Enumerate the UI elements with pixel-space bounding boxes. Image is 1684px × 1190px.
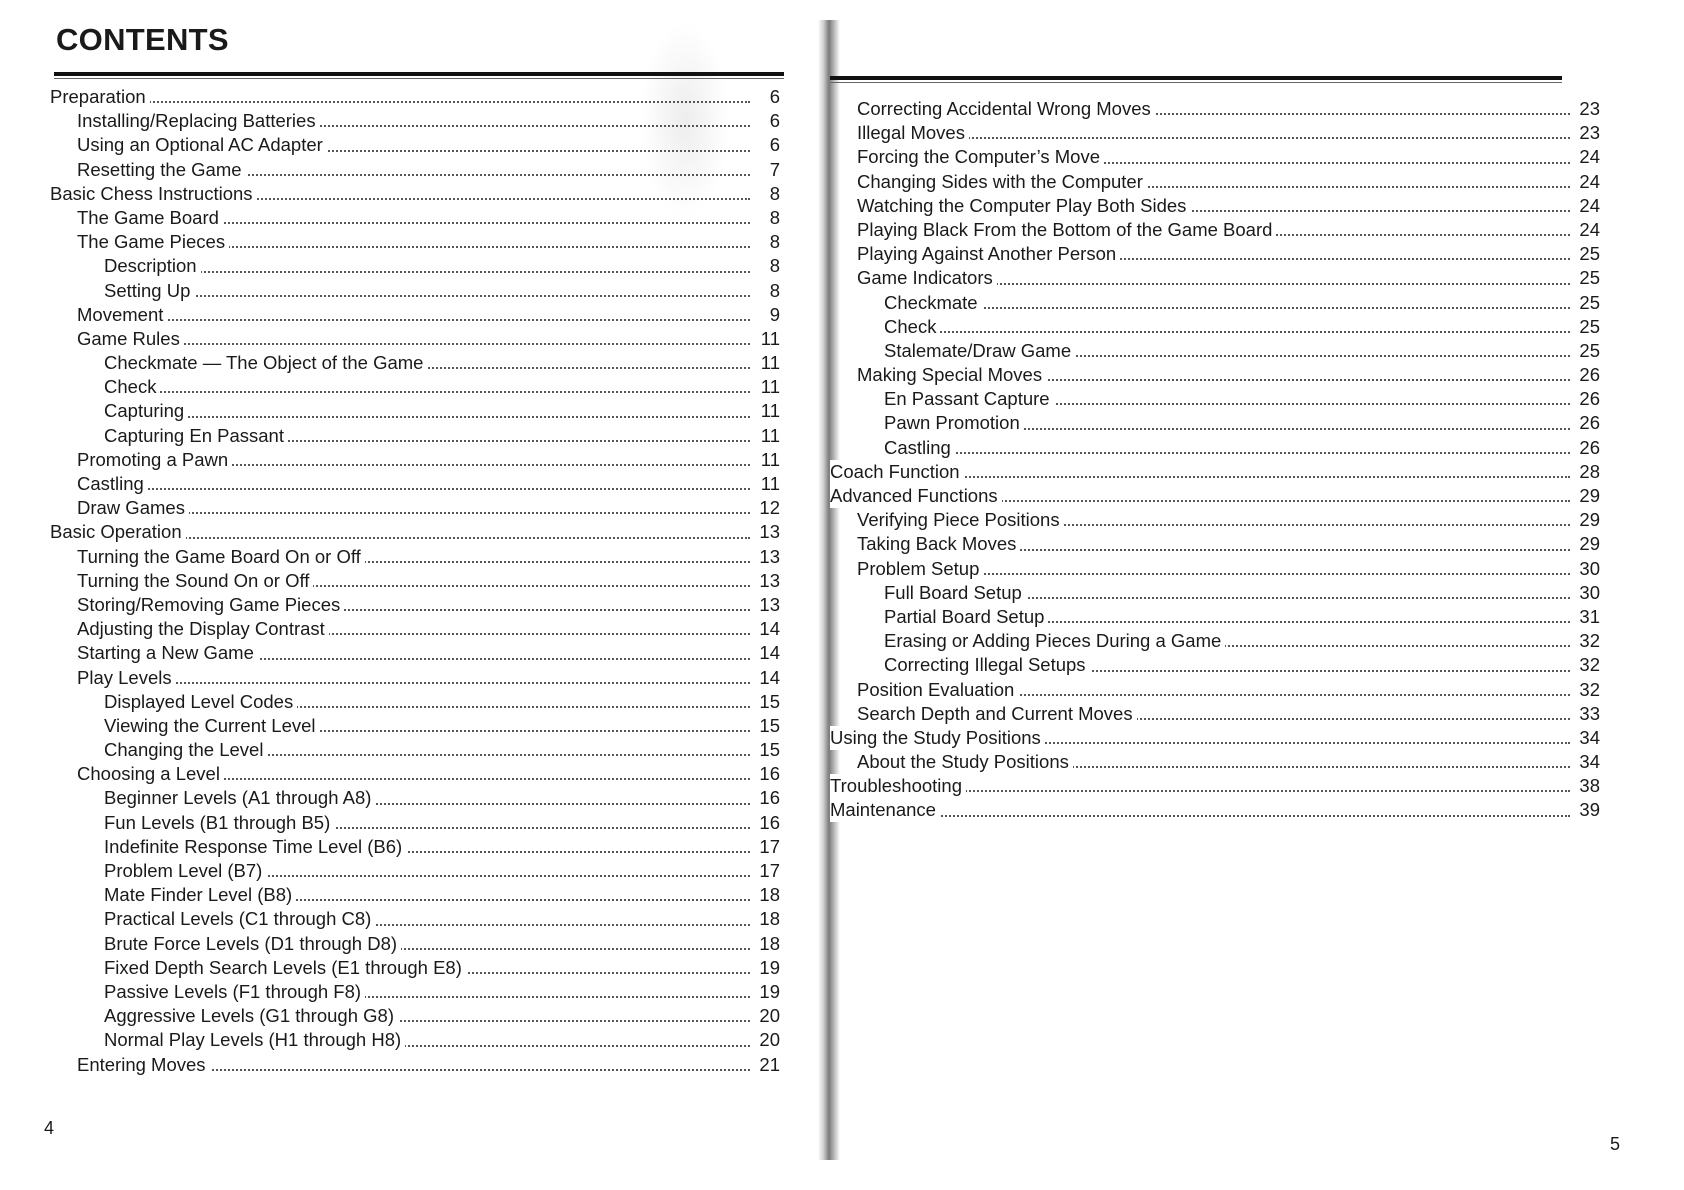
toc-entry	[830, 508, 1600, 532]
toc-entry	[830, 581, 1600, 605]
toc-entry	[0, 1028, 780, 1052]
toc-entry-page: 13	[759, 593, 780, 615]
dot-leader	[77, 317, 750, 321]
toc-entry-title: Problem Level (B7)	[104, 859, 266, 883]
toc-entry	[830, 678, 1600, 702]
toc-entry-title: Aggressive Levels (G1 through G8)	[104, 1004, 398, 1028]
toc-entry	[0, 230, 780, 254]
dot-leader	[884, 329, 1570, 333]
toc-entry-page: 8	[769, 255, 780, 277]
toc-entry	[0, 569, 780, 593]
dot-leader	[77, 680, 750, 684]
toc-entry-title: En Passant Capture	[884, 387, 1054, 411]
toc-entry-title: Check	[884, 315, 940, 339]
toc-entry-title: Full Board Setup	[884, 581, 1026, 605]
toc-entry-page: 19	[759, 980, 780, 1002]
toc-entry-page: 28	[1579, 460, 1600, 482]
toc-list-left	[0, 85, 780, 1077]
toc-entry	[0, 520, 780, 544]
toc-entry-title: Viewing the Current Level	[104, 714, 320, 738]
toc-entry-page: 9	[769, 303, 780, 325]
toc-entry-page: 13	[759, 569, 780, 591]
toc-entry-title: Using an Optional AC Adapter	[77, 133, 327, 157]
toc-entry	[0, 472, 780, 496]
toc-entry-page: 32	[1579, 654, 1600, 676]
toc-entry-page: 31	[1579, 605, 1600, 627]
toc-entry	[0, 762, 780, 786]
toc-entry	[830, 242, 1600, 266]
dot-leader	[104, 293, 750, 297]
toc-entry	[0, 182, 780, 206]
toc-entry-page: 39	[1579, 799, 1600, 821]
toc-entry-page: 6	[769, 134, 780, 156]
toc-entry-title: Starting a New Game	[77, 641, 258, 665]
toc-entry-title: Choosing a Level	[77, 762, 224, 786]
toc-entry-page: 16	[759, 763, 780, 785]
toc-entry-page: 33	[1579, 702, 1600, 724]
toc-entry	[830, 702, 1600, 726]
toc-entry-title: Correcting Illegal Setups	[884, 653, 1090, 677]
toc-entry-page: 32	[1579, 630, 1600, 652]
page-number: 4	[44, 1118, 55, 1138]
toc-entry	[0, 351, 780, 375]
toc-entry-title: Turning the Game Board On or Off	[77, 545, 365, 569]
toc-entry-page: 24	[1579, 170, 1600, 192]
toc-entry-title: Adjusting the Display Contrast	[77, 617, 329, 641]
toc-entry	[0, 133, 780, 157]
toc-entry-title: Problem Setup	[857, 557, 983, 581]
toc-entry-page: 16	[759, 787, 780, 809]
toc-entry-title: Practical Levels (C1 through C8)	[104, 907, 375, 931]
left-page	[0, 0, 820, 1190]
toc-entry	[0, 545, 780, 569]
toc-entry	[0, 738, 780, 762]
toc-entry-page: 34	[1579, 726, 1600, 748]
toc-entry-title: The Game Board	[77, 206, 223, 230]
toc-entry	[830, 726, 1600, 750]
toc-entry-page: 26	[1579, 364, 1600, 386]
toc-entry	[830, 774, 1600, 798]
toc-entry-page: 24	[1579, 218, 1600, 240]
header-rule-thin	[830, 82, 1562, 83]
dot-leader	[104, 269, 750, 273]
toc-entry	[0, 206, 780, 230]
toc-entry-page: 14	[759, 666, 780, 688]
toc-entry-page: 11	[760, 448, 780, 470]
title-rule-thin	[54, 78, 784, 79]
toc-entry-title: About the Study Positions	[857, 750, 1073, 774]
toc-entry	[830, 605, 1600, 629]
toc-entry-page: 15	[759, 690, 780, 712]
dot-leader	[104, 389, 750, 393]
toc-entry	[0, 859, 780, 883]
toc-entry-page: 25	[1579, 339, 1600, 361]
toc-entry-page: 29	[1579, 485, 1600, 506]
toc-entry-page: 11	[760, 400, 780, 422]
toc-entry-title: Storing/Removing Game Pieces	[77, 593, 344, 617]
toc-entry	[0, 85, 780, 109]
toc-entry	[830, 170, 1600, 194]
toc-entry-title: Indefinite Response Time Level (B6)	[104, 835, 406, 859]
toc-entry-title: Pawn Promotion	[884, 411, 1024, 435]
toc-entry-title: Castling	[77, 472, 148, 496]
toc-entry	[0, 641, 780, 665]
toc-entry-title: Fixed Depth Search Levels (E1 through E8)	[104, 956, 466, 980]
toc-entry	[0, 1004, 780, 1028]
toc-entry-page: 26	[1579, 388, 1600, 410]
toc-entry	[830, 653, 1600, 677]
toc-entry	[830, 363, 1600, 387]
toc-entry-title: The Game Pieces	[77, 230, 229, 254]
toc-entry-page: 23	[1579, 122, 1600, 144]
toc-entry-title: Verifying Piece Positions	[857, 508, 1064, 532]
toc-entry-title: Taking Back Moves	[857, 532, 1020, 556]
toc-entry	[830, 557, 1600, 581]
toc-entry-page: 19	[759, 956, 780, 978]
toc-entry-title: Basic Operation	[50, 520, 186, 544]
toc-entry	[0, 158, 780, 182]
toc-entry-page: 29	[1579, 509, 1600, 531]
toc-entry-title: Beginner Levels (A1 through A8)	[104, 786, 375, 810]
toc-entry-title: Making Special Moves	[857, 363, 1046, 387]
toc-entry	[830, 532, 1600, 556]
toc-entry	[0, 980, 780, 1004]
toc-entry-title: Fun Levels (B1 through B5)	[104, 811, 334, 835]
toc-entry	[830, 750, 1600, 774]
toc-entry-title: Using the Study Positions	[830, 726, 1045, 750]
toc-entry	[830, 145, 1600, 169]
toc-entry-page: 18	[759, 932, 780, 954]
toc-entry	[830, 484, 1600, 508]
toc-entry	[0, 375, 780, 399]
toc-entry-title: Normal Play Levels (H1 through H8)	[104, 1028, 405, 1052]
toc-entry-page: 12	[759, 497, 780, 519]
toc-entry	[830, 291, 1600, 315]
toc-entry	[0, 883, 780, 907]
toc-entry-page: 26	[1579, 412, 1600, 434]
toc-entry-title: Watching the Computer Play Both Sides	[857, 194, 1190, 218]
toc-entry-page: 18	[759, 884, 780, 906]
toc-entry-page: 13	[759, 521, 780, 543]
toc-entry	[830, 436, 1600, 460]
toc-entry-title: Castling	[884, 436, 955, 460]
toc-entry-page: 15	[759, 714, 780, 736]
toc-entry-page: 25	[1579, 243, 1600, 265]
dot-leader	[884, 450, 1570, 454]
header-rule	[830, 76, 1562, 80]
toc-entry-title: Check	[104, 375, 160, 399]
toc-entry-page: 7	[769, 158, 780, 180]
toc-entry-title: Description	[104, 254, 201, 278]
toc-entry	[0, 690, 780, 714]
toc-entry	[0, 835, 780, 859]
toc-entry-page: 20	[759, 1005, 780, 1027]
toc-entry-page: 14	[759, 618, 780, 640]
toc-entry-title: Game Rules	[77, 327, 184, 351]
toc-entry-title: Advanced Functions	[830, 484, 1002, 508]
toc-entry-page: 11	[760, 376, 780, 398]
toc-entry	[830, 411, 1600, 435]
toc-entry-title: Play Levels	[77, 666, 176, 690]
toc-entry-page: 38	[1579, 775, 1600, 797]
toc-entry-page: 15	[759, 739, 780, 761]
right-page	[830, 0, 1684, 1190]
toc-entry-title: Movement	[77, 303, 167, 327]
toc-entry-page: 13	[759, 545, 780, 567]
toc-entry-page: 14	[759, 642, 780, 664]
toc-entry-page: 6	[769, 86, 780, 107]
toc-entry-page: 24	[1579, 146, 1600, 168]
toc-entry-title: Mate Finder Level (B8)	[104, 883, 296, 907]
toc-entry	[830, 97, 1600, 121]
toc-entry	[0, 932, 780, 956]
toc-entry-title: Coach Function	[830, 460, 964, 484]
dot-leader	[884, 305, 1570, 309]
toc-entry-page: 30	[1579, 581, 1600, 603]
toc-entry	[0, 279, 780, 303]
toc-entry	[830, 315, 1600, 339]
toc-entry-page: 11	[760, 473, 780, 494]
toc-entry-page: 8	[769, 182, 780, 204]
toc-entry-title: Illegal Moves	[857, 121, 969, 145]
toc-entry-title: Partial Board Setup	[884, 605, 1048, 629]
dot-leader	[104, 414, 750, 418]
toc-entry	[0, 593, 780, 617]
toc-entry	[0, 786, 780, 810]
toc-entry-page: 17	[759, 860, 780, 881]
toc-entry-title: Entering Moves	[77, 1053, 210, 1077]
toc-entry	[0, 327, 780, 351]
toc-entry-page: 8	[769, 206, 780, 228]
toc-entry	[0, 496, 780, 520]
toc-entry-page: 21	[759, 1053, 780, 1075]
toc-entry-title: Brute Force Levels (D1 through D8)	[104, 932, 401, 956]
toc-entry-title: Capturing	[104, 399, 188, 423]
toc-entry	[830, 218, 1600, 242]
toc-entry-title: Game Indicators	[857, 266, 997, 290]
toc-entry	[0, 617, 780, 641]
toc-entry	[830, 387, 1600, 411]
toc-entry-title: Playing Against Another Person	[857, 242, 1120, 266]
toc-entry-title: Search Depth and Current Moves	[857, 702, 1137, 726]
title-rule	[54, 72, 784, 76]
dot-leader	[77, 486, 750, 490]
toc-entry-page: 11	[760, 352, 780, 374]
toc-entry	[0, 448, 780, 472]
toc-entry-title: Passive Levels (F1 through F8)	[104, 980, 365, 1004]
toc-entry	[0, 956, 780, 980]
toc-entry	[0, 424, 780, 448]
toc-entry	[0, 254, 780, 278]
toc-entry-page: 17	[759, 835, 780, 857]
toc-entry	[0, 109, 780, 133]
toc-list-right	[830, 97, 1600, 823]
toc-entry	[830, 339, 1600, 363]
toc-entry-title: Installing/Replacing Batteries	[77, 109, 320, 133]
toc-entry-page: 32	[1579, 678, 1600, 700]
toc-entry-page: 20	[759, 1029, 780, 1051]
toc-entry	[830, 798, 1600, 822]
toc-entry-title: Checkmate — The Object of the Game	[104, 351, 427, 375]
toc-entry-title: Checkmate	[884, 291, 982, 315]
toc-entry-page: 29	[1579, 533, 1600, 555]
toc-entry-title: Setting Up	[104, 279, 194, 303]
toc-entry-page: 24	[1579, 194, 1600, 216]
toc-entry	[830, 629, 1600, 653]
toc-entry-page: 30	[1579, 557, 1600, 579]
toc-entry	[0, 303, 780, 327]
toc-entry	[830, 121, 1600, 145]
toc-entry-page: 16	[759, 811, 780, 833]
dot-leader	[50, 99, 750, 103]
toc-entry	[0, 907, 780, 931]
toc-entry-page: 6	[769, 110, 780, 132]
toc-entry-page: 25	[1579, 267, 1600, 289]
toc-entry-title: Playing Black From the Bottom of the Game Board	[857, 218, 1276, 242]
toc-entry	[0, 811, 780, 835]
toc-entry-title: Stalemate/Draw Game	[884, 339, 1075, 363]
toc-entry-title: Troubleshooting	[830, 774, 966, 798]
toc-entry-title: Promoting a Pawn	[77, 448, 232, 472]
toc-entry-title: Changing the Level	[104, 738, 267, 762]
toc-entry-title: Preparation	[50, 85, 150, 109]
toc-entry	[830, 460, 1600, 484]
page-number: 5	[1610, 1134, 1621, 1154]
dot-leader	[830, 813, 1570, 817]
toc-entry	[0, 666, 780, 690]
toc-entry-page: 25	[1579, 291, 1600, 313]
toc-entry	[0, 399, 780, 423]
toc-entry	[0, 1053, 780, 1077]
toc-entry	[0, 714, 780, 738]
toc-entry-title: Basic Chess Instructions	[50, 182, 257, 206]
toc-entry-page: 8	[769, 231, 780, 253]
toc-entry-title: Turning the Sound On or Off	[77, 569, 313, 593]
toc-entry-page: 23	[1579, 98, 1600, 119]
toc-entry-title: Changing Sides with the Computer	[857, 170, 1147, 194]
toc-entry-page: 8	[769, 279, 780, 301]
page-title: CONTENTS	[56, 22, 229, 57]
toc-entry-title: Position Evaluation	[857, 678, 1018, 702]
toc-entry-page: 11	[760, 424, 780, 446]
toc-entry	[830, 194, 1600, 218]
toc-entry-title: Erasing or Adding Pieces During a Game	[884, 629, 1225, 653]
toc-entry	[830, 266, 1600, 290]
toc-entry-page: 34	[1579, 751, 1600, 773]
toc-entry-title: Draw Games	[77, 496, 189, 520]
toc-entry-page: 26	[1579, 436, 1600, 458]
toc-entry-page: 18	[759, 908, 780, 930]
toc-entry-page: 25	[1579, 315, 1600, 337]
toc-entry-title: Maintenance	[830, 798, 940, 822]
toc-entry-page: 11	[760, 327, 780, 349]
toc-entry-title: Displayed Level Codes	[104, 690, 297, 714]
toc-entry-title: Capturing En Passant	[104, 424, 288, 448]
toc-entry-title: Forcing the Computer’s Move	[857, 145, 1104, 169]
toc-entry-title: Resetting the Game	[77, 158, 246, 182]
toc-entry-title: Correcting Accidental Wrong Moves	[857, 97, 1155, 121]
